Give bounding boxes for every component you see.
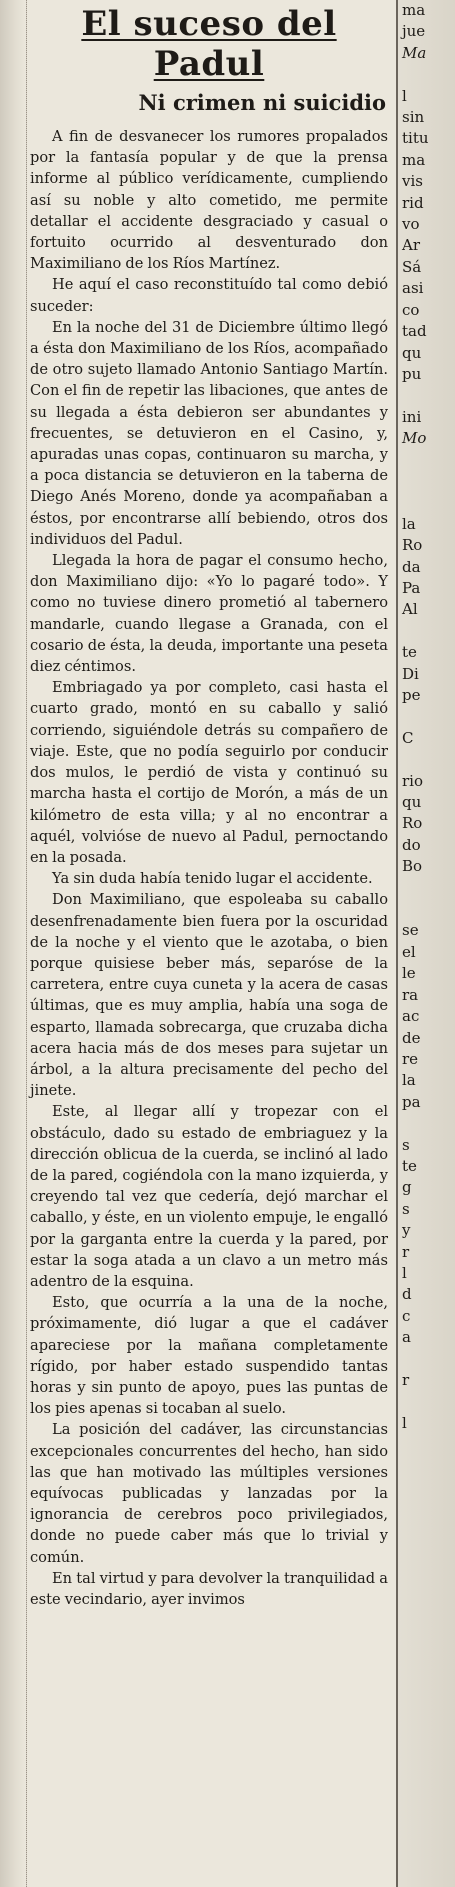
adjacent-column-fragment: rio xyxy=(402,771,423,790)
article-paragraph: Esto, que ocurría a la una de la noche, próximamente, dió lugar a que el cadáver apareciese por la mañana completamente rígido, por haber estado suspendido tantas horas y sin punto de apoyo, pues las puntas de los pies apenas si tocaban al suelo. xyxy=(30,1294,388,1418)
article-headline: El suceso del Padul xyxy=(81,4,337,84)
article-paragraph: Ya sin duda había tenido lugar el accidente. xyxy=(52,870,373,888)
adjacent-column-fragment: l xyxy=(402,1263,407,1282)
adjacent-column-fragment xyxy=(402,1349,455,1370)
adjacent-column-fragment: g xyxy=(402,1178,412,1197)
adjacent-column-fragment: pa xyxy=(402,1092,421,1111)
adjacent-column-fragment xyxy=(402,706,455,727)
adjacent-column-fragment: r xyxy=(402,1242,410,1261)
adjacent-column-fragments xyxy=(396,0,455,1887)
adjacent-column-fragment: a xyxy=(402,1328,411,1347)
adjacent-column-fragment: titu xyxy=(402,129,429,148)
adjacent-column-fragment: ma xyxy=(402,1,426,19)
adjacent-column-fragment: te xyxy=(402,1156,417,1175)
article-column xyxy=(28,0,390,1887)
article-subheadline: Ni crimen ni suicidio xyxy=(138,90,386,115)
adjacent-column-fragment: la xyxy=(402,1071,416,1090)
adjacent-column-fragment: vis xyxy=(402,172,423,191)
article-paragraph: He aquí el caso reconstituído tal como debió suceder: xyxy=(30,276,388,315)
adjacent-column-fragment: l xyxy=(402,1413,407,1432)
adjacent-column-fragment: co xyxy=(402,300,420,319)
article-paragraph: Llegada la hora de pagar el consumo hecho, don Maximiliano dijo: «Yo lo pagaré todo». Y como no tuviese dinero prometió al tabernero mandarle, cuando llegase a Granada, con el cosario de ésta, la deuda, importante una peseta diez céntimos. xyxy=(30,552,388,676)
adjacent-column-fragment: Ro xyxy=(402,814,423,833)
adjacent-column-fragment xyxy=(402,492,455,513)
adjacent-column-fragment: la xyxy=(402,514,416,533)
adjacent-column-fragment: Di xyxy=(402,664,419,683)
adjacent-column-fragment: tad xyxy=(402,322,427,341)
adjacent-column-fragment: ra xyxy=(402,985,419,1004)
adjacent-column-fragment: asi xyxy=(402,279,424,298)
article-paragraph: En la noche del 31 de Diciembre último llegó a ésta don Maximiliano de los Ríos, acompañado de otro sujeto llamado Antonio Santiago Martín. Con el fin de repetir las libaciones, que antes de su llegada a ésta debieron ser abundantes y frecuentes, se detuvieron en el Casino, y, apuradas unas copas, continuaron su marcha, y a poca distancia se detuvieron en la taberna de Diego Anés Moreno, donde ya acompañaban a éstos, por encontrarse allí bebiendo, otros dos individuos del Padul. xyxy=(30,318,388,548)
article-paragraph: Este, al llegar allí y tropezar con el obstáculo, dado su estado de embriaguez y la dirección oblicua de la cuerda, se inclinó al lado de la pared, cogiéndola con la mano izquierda, y creyendo tal vez que cedería, dejó marchar el caballo, y éste, en un violento empuje, le engalló por la garganta entre la cuerda y la pared, por estar la soga atada a un clavo a un metro más adentro de la esquina. xyxy=(30,1103,388,1290)
adjacent-column-fragment: Ar xyxy=(402,236,421,255)
article-paragraph: La posición del cadáver, las circunstancias excepcionales concurrentes del hecho, han sido las que han motivado las múltiples versiones equívocas publicadas y lanzadas por la ignorancia de cerebros poco privilegiados, donde no puede caber más que lo trivial y común. xyxy=(30,1421,388,1566)
adjacent-column-fragment: Sá xyxy=(402,257,422,276)
left-page-gutter xyxy=(0,0,27,1887)
adjacent-column-fragment: el xyxy=(402,942,416,961)
adjacent-column-fragment xyxy=(402,749,455,770)
adjacent-column-fragment: qu xyxy=(402,343,422,362)
adjacent-column-fragment: jue xyxy=(402,22,426,41)
adjacent-column-fragment xyxy=(402,1391,455,1412)
article-body xyxy=(30,126,388,1610)
adjacent-column-fragment: Pa xyxy=(402,578,421,597)
adjacent-column-fragment: Bo xyxy=(402,857,423,876)
adjacent-column-fragment: ma xyxy=(402,150,426,169)
adjacent-column-fragment: s xyxy=(402,1199,410,1218)
adjacent-column-fragment xyxy=(402,450,455,471)
adjacent-column-fragment xyxy=(402,64,455,85)
adjacent-column-fragment: Ro xyxy=(402,536,423,555)
adjacent-column-fragment: qu xyxy=(402,793,422,812)
adjacent-column-fragment: vo xyxy=(402,215,420,234)
article-paragraph: Don Maximiliano, que espoleaba su caballo desenfrenadamente bien fuera por la oscuridad de la noche y el viento que le azotaba, o bien porque quisiese beber más, separóse de la carretera, entre cuya cuneta y la acera de casas últimas, que es muy amplia, había una soga de esparto, llamada sobrecarga, que cruzaba dicha acera hacia más de dos meses para sujetar un árbol, a la altura precisamente del pecho del jinete. xyxy=(30,891,388,1100)
adjacent-column-fragment: rid xyxy=(402,193,424,212)
adjacent-column-fragment: y xyxy=(402,1221,411,1240)
adjacent-column-fragment: sin xyxy=(402,108,425,127)
adjacent-column-fragment xyxy=(402,621,455,642)
adjacent-column-fragment: le xyxy=(402,964,416,983)
adjacent-column-fragment: re xyxy=(402,1049,419,1068)
article-paragraph: A fin de desvanecer los rumores propalados por la fantasía popular y de que la prensa informe al público verídicamente, cumpliendo así su noble y alto cometido, me permite detallar el accidente desgraciado y casual o fortuito ocurrido al desventurado don Maximiliano de los Ríos Martínez. xyxy=(30,128,388,273)
adjacent-column-fragment xyxy=(402,471,455,492)
adjacent-column-fragment: C xyxy=(402,728,414,747)
adjacent-column-fragment: do xyxy=(402,835,421,854)
adjacent-column-fragment xyxy=(402,878,455,899)
adjacent-column-fragment: te xyxy=(402,643,417,662)
adjacent-column-fragment: Ma xyxy=(402,43,427,62)
adjacent-column-fragment: ini xyxy=(402,407,422,426)
adjacent-column-fragment: se xyxy=(402,921,419,940)
article-paragraph: En tal virtud y para devolver la tranquilidad a este vecindario, ayer invimos xyxy=(30,1569,388,1609)
adjacent-column-fragment: r xyxy=(402,1371,410,1389)
adjacent-column-fragment: ac xyxy=(402,1007,420,1026)
adjacent-column-fragment: pe xyxy=(402,686,421,704)
adjacent-column-fragment xyxy=(402,385,455,406)
adjacent-column-fragment: d xyxy=(402,1285,412,1304)
adjacent-column-fragment: Al xyxy=(402,600,418,619)
adjacent-column-fragment: c xyxy=(402,1306,411,1325)
adjacent-column-fragment: de xyxy=(402,1028,421,1047)
adjacent-column-fragment: l xyxy=(402,86,407,105)
adjacent-column-fragment xyxy=(402,899,455,920)
adjacent-column-fragment: pu xyxy=(402,364,422,383)
adjacent-column-fragment xyxy=(402,1113,455,1134)
article-paragraph: Embriagado ya por completo, casi hasta el cuarto grado, montó en su caballo y salió corriendo, siguiéndole detrás su compañero de viaje. Este, que no podía seguirlo por conducir dos mulos, le perdió de vista y continuó su marcha hasta el cortijo de Morón, a más de un kilómetro de esta villa; y al no encontrar a aquél, volvióse de nuevo al Padul, pernoctando en la posada. xyxy=(30,679,388,866)
adjacent-column-fragment: s xyxy=(402,1135,410,1154)
adjacent-column-fragment: Mo xyxy=(402,429,427,448)
adjacent-column-fragment: da xyxy=(402,557,421,576)
